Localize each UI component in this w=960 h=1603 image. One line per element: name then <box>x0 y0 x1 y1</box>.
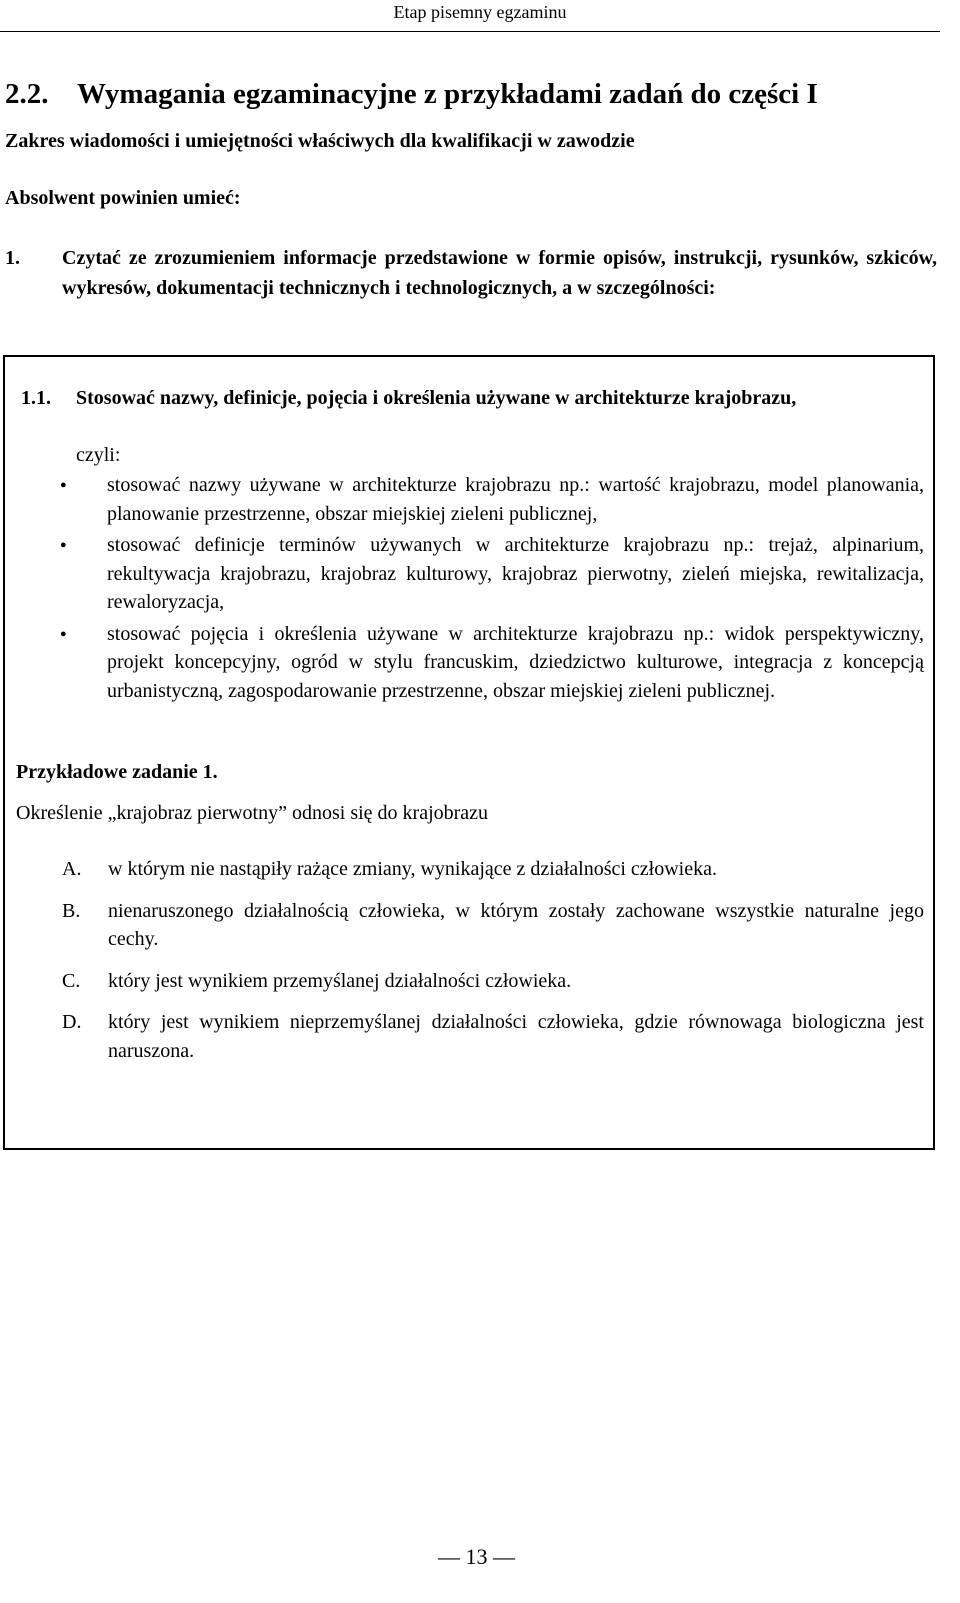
bullet-list <box>60 471 924 705</box>
task-title: Przykładowe zadanie 1. <box>16 761 218 783</box>
subrequirement-text: Stosować nazwy, definicje, pojęcia i określenia używane w architekturze krajobrazu, <box>76 387 797 409</box>
answer-list <box>62 855 924 1065</box>
graduate-heading: Absolwent powinien umieć: <box>5 187 241 209</box>
answer-letter: D. <box>62 1011 82 1033</box>
answer-text: w którym nie nastąpiły rażące zmiany, wynikające z działalności człowieka. <box>108 858 717 880</box>
answer-option <box>62 897 924 954</box>
requirement-number: 1. <box>5 247 20 269</box>
answer-letter: C. <box>62 969 81 992</box>
answer-option <box>62 1008 924 1065</box>
subrequirement <box>21 383 929 413</box>
subrequirement-number: 1.1. <box>21 387 51 409</box>
list-item: ● stosować definicje terminów używanych w architekturze krajobrazu np.: trejaż, alpinarium, rekultywacja krajobrazu, krajobraz kulturowy, krajobraz pierwotny, zieleń miejska, rewitalizacja, rewaloryzacja, <box>60 531 924 617</box>
page-header: Etap pisemny egzaminu <box>393 2 567 22</box>
answer-option <box>62 967 924 996</box>
answer-letter: A. <box>62 858 82 880</box>
answer-letter: B. <box>62 899 81 922</box>
list-item: ● stosować pojęcia i określenia używane w architekturze krajobrazu np.: widok perspektywiczny, projekt koncepcyjny, ogród w stylu francuskim, dziedzictwo kulturowe, integracja z koncepcją urbanistyczną, zagospodarowanie przestrzenne, obszar miejskiej zieleni publicznej. <box>60 620 924 706</box>
task-question: Określenie „krajobraz pierwotny” odnosi się do krajobrazu <box>16 802 489 824</box>
header-rule <box>0 31 940 32</box>
answer-text: który jest wynikiem nieprzemyślanej działalności człowieka, gdzie równowaga biologiczna jest naruszona. <box>108 1011 924 1062</box>
list-item: ● stosować nazwy używane w architekturze krajobrazu np.: wartość krajobrazu, model planowania, planowanie przestrzenne, obszar miejskiej zieleni publicznej, <box>60 471 924 528</box>
requirement <box>5 243 937 303</box>
answer-option <box>62 855 924 884</box>
answer-text: nienaruszonego działalnością człowieka, w którym zostały zachowane wszystkie naturalne jego cechy. <box>108 899 924 950</box>
page-number: — 13 — <box>438 1544 515 1569</box>
section-title-text: Wymagania egzaminacyjne z przykładami zadań do części I <box>77 78 818 110</box>
section-number: 2.2. <box>5 78 49 110</box>
czyli-label: czyli: <box>76 444 121 466</box>
requirement-text: Czytać ze zrozumieniem informacje przedstawione w formie opisów, instrukcji, rysunków, szkiców, wykresów, dokumentacji technicznych i technologicznych, a w szczególności: <box>62 247 937 299</box>
section-title <box>5 78 818 111</box>
scope-heading: Zakres wiadomości i umiejętności właściwych dla kwalifikacji w zawodzie <box>5 130 635 152</box>
answer-text: który jest wynikiem przemyślanej działalności człowieka. <box>108 969 572 992</box>
